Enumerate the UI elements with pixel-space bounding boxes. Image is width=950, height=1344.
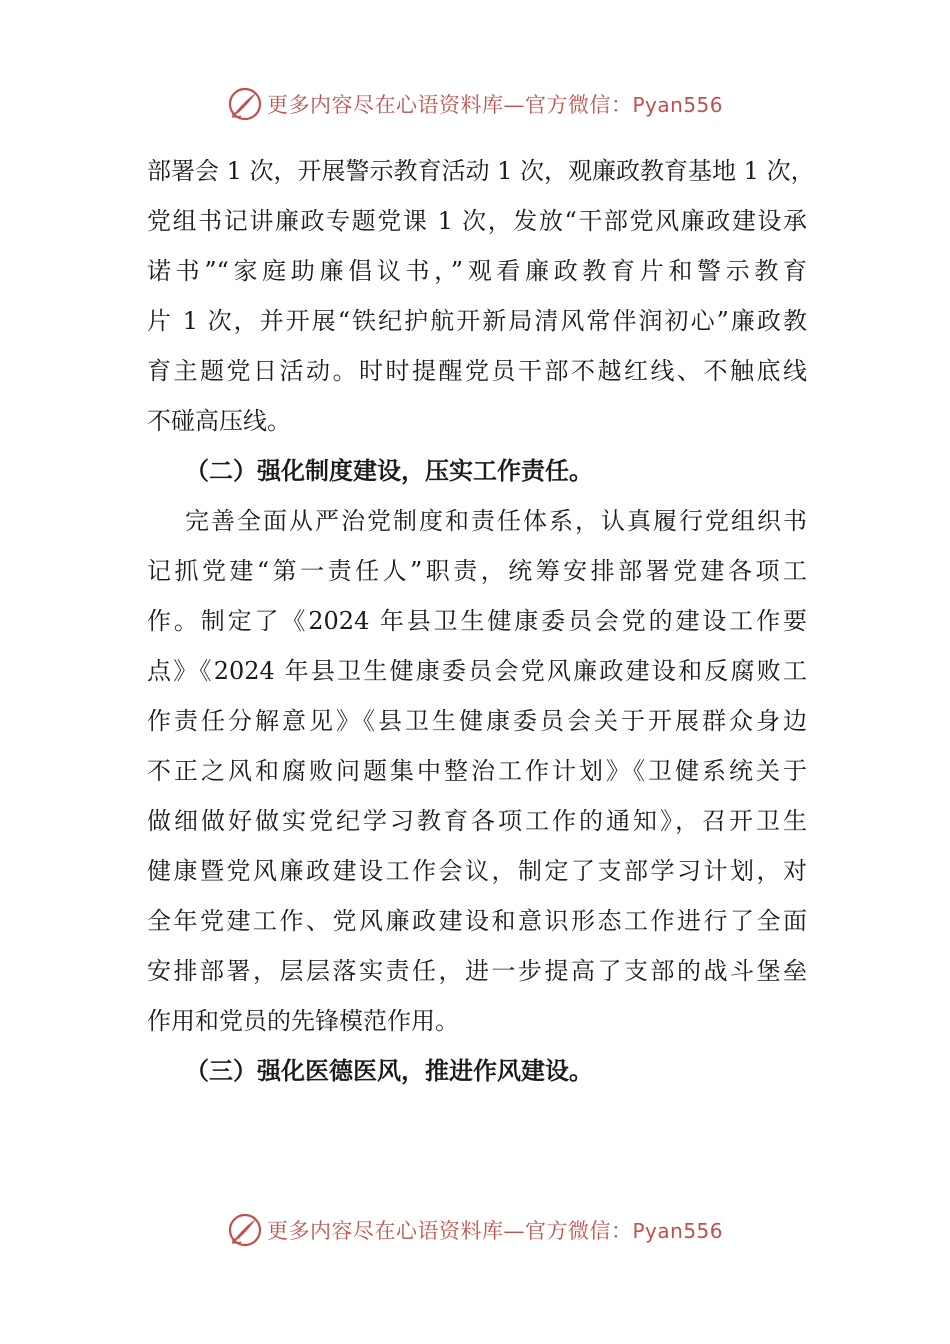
text-line: 健康暨党风廉政建设工作会议，制定了支部学习计划，对 xyxy=(147,857,807,885)
section-heading-3: （三）强化医德医风，推进作风建设。 xyxy=(185,1056,593,1085)
text-line: 做细做好做实党纪学习教育各项工作的通知》，召开卫生 xyxy=(147,807,807,835)
text-line: 育主题党日活动。时时提醒党员干部不越红线、不触底线 xyxy=(147,357,807,385)
document-body xyxy=(147,146,815,1096)
watermark-text: 更多内容尽在心语资料库—官方微信：Pyan556 xyxy=(266,93,723,117)
text-line: 党组书记讲廉政专题党课 1 次，发放“干部党风廉政建设承 xyxy=(147,207,807,235)
text-line: 点》《2024 年县卫生健康委员会党风廉政建设和反腐败工 xyxy=(147,657,807,685)
quill-pen-circle-icon xyxy=(227,1212,263,1248)
text-line: 完善全面从严治党制度和责任体系，认真履行党组织书 xyxy=(185,507,807,535)
text-line: 记抓党建“第一责任人”职责，统筹安排部署党建各项工 xyxy=(147,557,807,585)
text-line: 作。制定了《2024 年县卫生健康委员会党的建设工作要 xyxy=(147,607,807,635)
text-line: 安排部署，层层落实责任，进一步提高了支部的战斗堡垒 xyxy=(147,957,807,985)
watermark-text: 更多内容尽在心语资料库—官方微信：Pyan556 xyxy=(266,1219,723,1243)
text-line: 全年党建工作、党风廉政建设和意识形态工作进行了全面 xyxy=(147,907,807,935)
quill-pen-circle-icon xyxy=(227,86,263,122)
watermark-banner-top xyxy=(0,84,950,124)
text-line: 片 1 次，并开展“铁纪护航开新局清风常伴润初心”廉政教 xyxy=(147,307,807,335)
text-line: 部署会 1 次，开展警示教育活动 1 次，观廉政教育基地 1 次， xyxy=(147,157,815,185)
text-line: 不碰高压线。 xyxy=(147,407,291,435)
watermark-banner-bottom xyxy=(0,1210,950,1250)
text-line: 作责任分解意见》《县卫生健康委员会关于开展群众身边 xyxy=(147,707,807,735)
wechat-id: Pyan556 xyxy=(632,93,723,117)
text-line: 不正之风和腐败问题集中整治工作计划》《卫健系统关于 xyxy=(147,757,807,785)
wechat-id: Pyan556 xyxy=(632,1219,723,1243)
text-line: 作用和党员的先锋模范作用。 xyxy=(147,1007,459,1035)
section-heading-2: （二）强化制度建设，压实工作责任。 xyxy=(185,456,593,485)
text-line: 诺书”“家庭助廉倡议书，”观看廉政教育片和警示教育 xyxy=(147,257,807,285)
